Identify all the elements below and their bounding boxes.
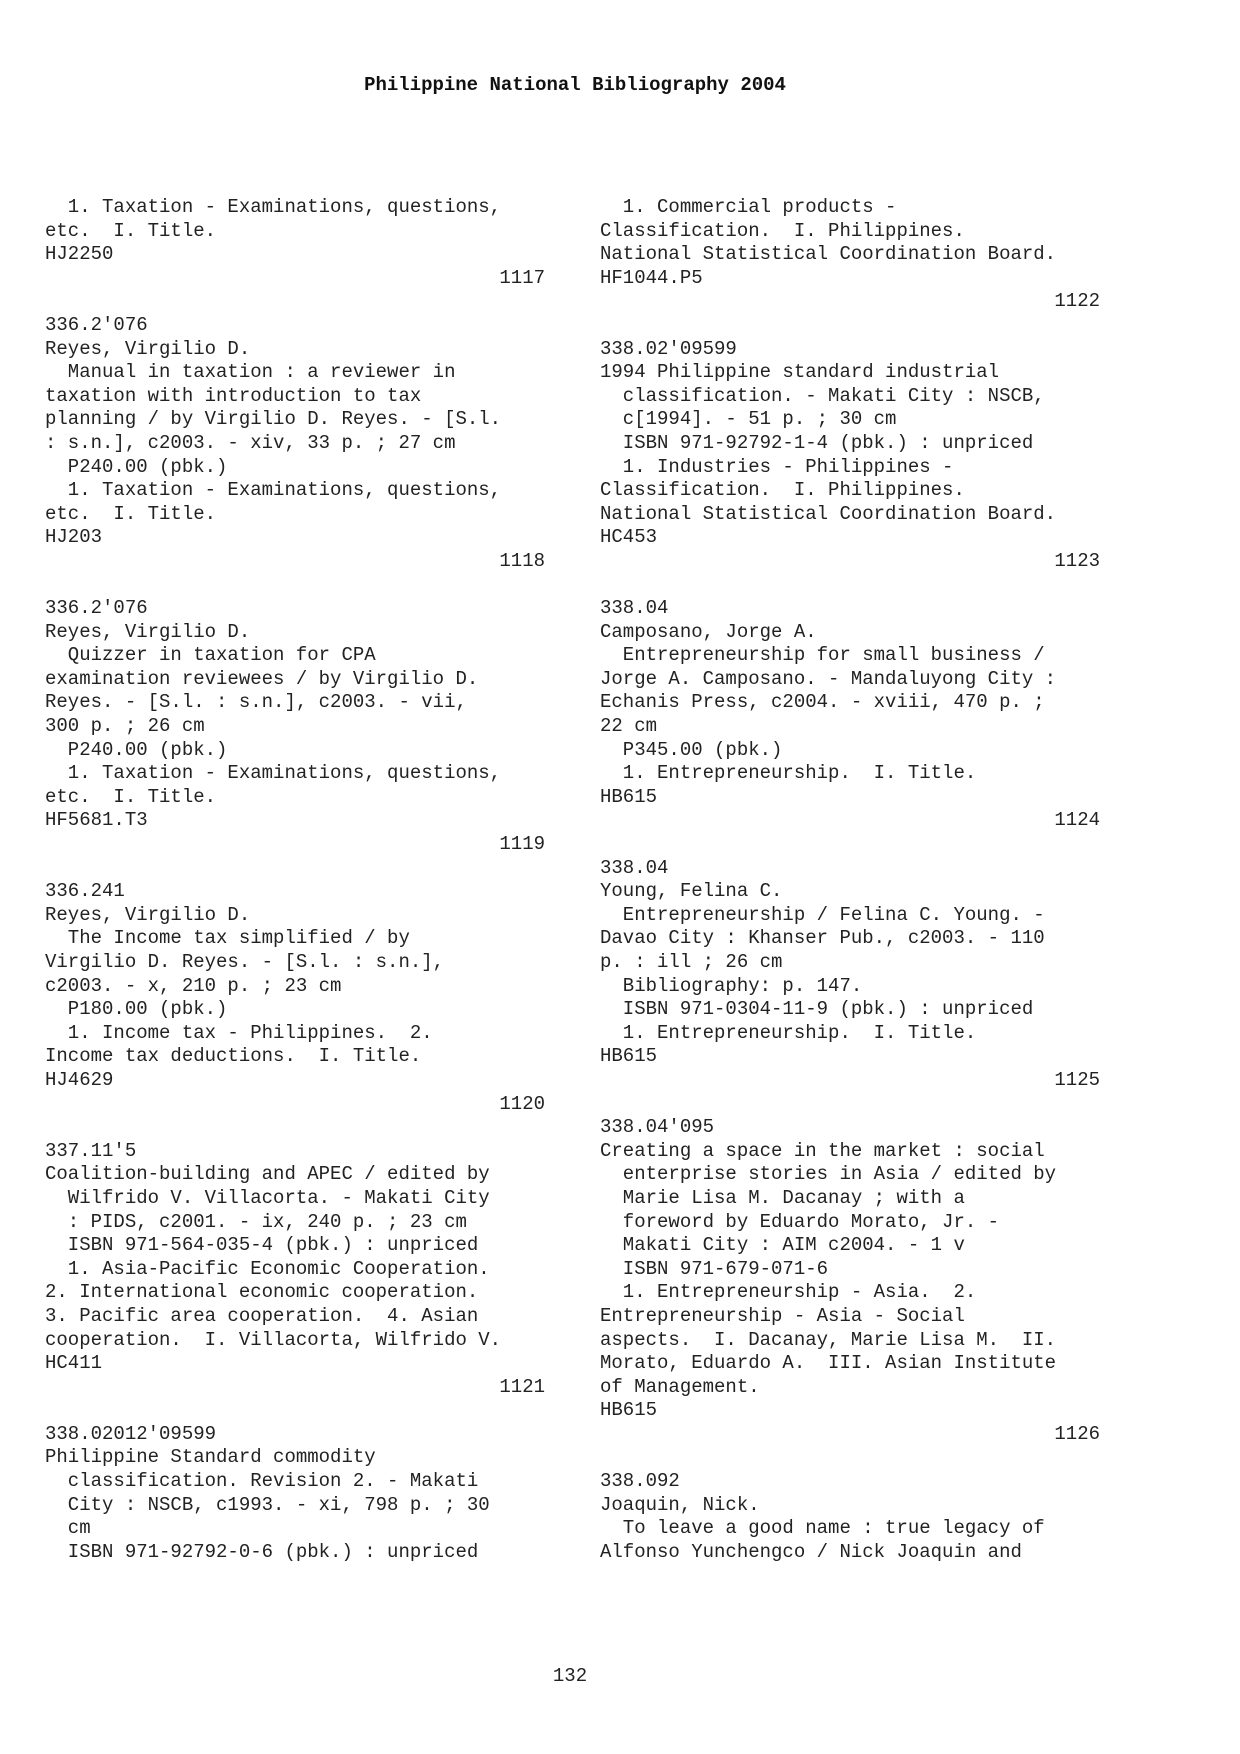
entry-line: HB615: [600, 785, 658, 808]
entry-line: : PIDS, c2001. - ix, 240 p. ; 23 cm: [45, 1210, 467, 1233]
entry-line: c[1994]. - 51 p. ; 30 cm: [600, 408, 897, 431]
entry-line: HC411: [45, 1352, 103, 1375]
entry-line: 338.04: [600, 856, 669, 879]
entry-line: 1. Entrepreneurship - Asia. 2.: [600, 1281, 977, 1304]
entry-line: 338.02012'09599: [45, 1422, 217, 1445]
entry-line: classification. - Makati City : NSCB,: [600, 384, 1045, 407]
entry-line: 1. Taxation - Examinations, questions,: [45, 762, 502, 785]
entry-line: 22 cm: [600, 715, 658, 738]
entry-line: Reyes, Virgilio D.: [45, 337, 251, 360]
entry-line: Jorge A. Camposano. - Mandaluyong City :: [600, 667, 1057, 690]
entry-line: planning / by Virgilio D. Reyes. - [S.l.: [45, 408, 502, 431]
entry-line: of Management.: [600, 1375, 760, 1398]
entry-line: ISBN 971-679-071-6: [600, 1257, 829, 1280]
entry-line: 1. Commercial products -: [600, 196, 897, 218]
entry-line: City : NSCB, c1993. - xi, 798 p. ; 30: [45, 1493, 490, 1516]
entry-line: Echanis Press, c2004. - xviii, 470 p. ;: [600, 691, 1045, 714]
entry-number: 1119: [499, 833, 545, 856]
entry-line: 1994 Philippine standard industrial: [600, 361, 1000, 384]
entry-line: HB615: [600, 1045, 658, 1068]
entry-line: ISBN 971-92792-1-4 (pbk.) : unpriced: [600, 431, 1034, 454]
entry-line: 1. Taxation - Examinations, questions,: [45, 479, 502, 502]
entry-line: p. : ill ; 26 cm: [600, 951, 783, 973]
entry-line: Alfonso Yunchengco / Nick Joaquin and: [600, 1540, 1022, 1563]
entry-number: 1118: [499, 549, 545, 572]
entry-line: aspects. I. Dacanay, Marie Lisa M. II.: [600, 1328, 1057, 1351]
bibliography-entry: [600, 196, 1100, 314]
entry-line: ISBN 971-0304-11-9 (pbk.) : unpriced: [600, 998, 1034, 1021]
bibliography-entry: [600, 857, 1100, 1093]
entry-line: : s.n.], c2003. - xiv, 33 p. ; 27 cm: [45, 431, 456, 454]
entry-line: 337.11'5: [45, 1139, 137, 1162]
entry-line: Manual in taxation : a reviewer in: [45, 361, 456, 384]
bibliography-entry: [45, 880, 545, 1116]
entry-line: To leave a good name : true legacy of: [600, 1517, 1045, 1540]
entry-number: 1117: [499, 266, 545, 289]
entry-line: 1. Industries - Philippines -: [600, 455, 954, 478]
entry-number: 1126: [1054, 1422, 1100, 1445]
entry-line: HJ4629: [45, 1068, 114, 1091]
entry-line: etc. I. Title.: [45, 502, 217, 525]
entry-line: Marie Lisa M. Dacanay ; with a: [600, 1186, 965, 1209]
entry-line: Davao City : Khanser Pub., c2003. - 110: [600, 927, 1045, 950]
entry-line: Entrepreneurship / Felina C. Young. -: [600, 903, 1045, 926]
entry-line: etc. I. Title.: [45, 785, 217, 808]
page-title: Philippine National Bibliography 2004: [364, 74, 786, 96]
bibliography-entry: [45, 597, 545, 857]
entry-line: Entrepreneurship - Asia - Social: [600, 1304, 965, 1327]
entry-number: 1120: [499, 1092, 545, 1115]
entry-line: taxation with introduction to tax: [45, 384, 422, 407]
bibliography-entry: [600, 1116, 1100, 1446]
entry-line: P345.00 (pbk.): [600, 738, 783, 761]
entry-line: Wilfrido V. Villacorta. - Makati City: [45, 1186, 490, 1209]
right-column: [600, 196, 1100, 1588]
entry-line: P180.00 (pbk.): [45, 998, 228, 1021]
entry-line: Reyes. - [S.l. : s.n.], c2003. - vii,: [45, 691, 467, 714]
entry-line: Income tax deductions. I. Title.: [45, 1045, 422, 1068]
entry-line: enterprise stories in Asia / edited by: [600, 1163, 1057, 1186]
entry-number: 1123: [1054, 549, 1100, 572]
bibliography-entry: [45, 1140, 545, 1400]
entry-line: Bibliography: p. 147.: [600, 974, 863, 997]
entry-line: HF1044.P5: [600, 266, 703, 289]
bibliography-entry: [600, 338, 1100, 574]
entry-line: 1. Income tax - Philippines. 2.: [45, 1021, 433, 1044]
entry-line: foreword by Eduardo Morato, Jr. -: [600, 1210, 1000, 1233]
entry-line: P240.00 (pbk.): [45, 455, 228, 478]
entry-line: 336.2'076: [45, 313, 148, 336]
entry-line: Young, Felina C.: [600, 880, 783, 903]
entry-line: National Statistical Coordination Board.: [600, 502, 1057, 525]
entry-line: Coalition-building and APEC / edited by: [45, 1163, 490, 1186]
entry-line: Classification. I. Philippines.: [600, 219, 965, 242]
entry-line: 1. Entrepreneurship. I. Title.: [600, 762, 977, 785]
entry-line: 338.04'095: [600, 1116, 715, 1139]
entry-line: The Income tax simplified / by: [45, 927, 410, 950]
entry-line: 300 p. ; 26 cm: [45, 715, 205, 738]
bibliography-entry: [600, 1470, 1100, 1564]
entry-line: c2003. - x, 210 p. ; 23 cm: [45, 974, 342, 997]
entry-line: Philippine Standard commodity: [45, 1446, 376, 1469]
entry-line: cooperation. I. Villacorta, Wilfrido V.: [45, 1328, 502, 1351]
entry-line: 336.241: [45, 880, 125, 903]
entry-line: 1. Taxation - Examinations, questions,: [45, 196, 502, 218]
bibliography-entry: [45, 196, 545, 290]
entry-line: Reyes, Virgilio D.: [45, 903, 251, 926]
entry-line: 1. Entrepreneurship. I. Title.: [600, 1021, 977, 1044]
entry-line: Virgilio D. Reyes. - [S.l. : s.n.],: [45, 951, 445, 973]
left-column: [45, 196, 545, 1588]
page-number: 132: [552, 1665, 588, 1687]
bibliography-entry: [45, 1423, 545, 1565]
entry-line: 3. Pacific area cooperation. 4. Asian: [45, 1304, 479, 1327]
entry-line: HB615: [600, 1399, 658, 1422]
entry-line: ISBN 971-564-035-4 (pbk.) : unpriced: [45, 1234, 479, 1257]
entry-line: Joaquin, Nick.: [600, 1493, 760, 1516]
entry-line: HF5681.T3: [45, 809, 148, 832]
entry-line: HJ203: [45, 526, 103, 549]
entry-line: Classification. I. Philippines.: [600, 479, 965, 502]
entry-line: Morato, Eduardo A. III. Asian Institute: [600, 1352, 1057, 1375]
entry-line: 336.2'076: [45, 597, 148, 620]
entry-line: examination reviewees / by Virgilio D.: [45, 667, 479, 690]
entry-line: ISBN 971-92792-0-6 (pbk.) : unpriced: [45, 1540, 479, 1563]
entry-line: National Statistical Coordination Board.: [600, 243, 1057, 266]
entry-line: Reyes, Virgilio D.: [45, 620, 251, 643]
entry-line: 2. International economic cooperation.: [45, 1281, 479, 1304]
entry-number: 1125: [1054, 1068, 1100, 1091]
entry-line: 338.02'09599: [600, 337, 737, 360]
entry-line: HJ2250: [45, 243, 114, 266]
entry-line: 1. Asia-Pacific Economic Cooperation.: [45, 1257, 490, 1280]
entry-line: P240.00 (pbk.): [45, 738, 228, 761]
entry-line: Camposano, Jorge A.: [600, 620, 817, 643]
entry-line: 338.04: [600, 597, 669, 620]
bibliography-entry: [600, 597, 1100, 833]
entry-number: 1121: [499, 1375, 545, 1398]
entry-number: 1124: [1054, 809, 1100, 832]
entry-line: Entrepreneurship for small business /: [600, 644, 1045, 667]
entry-line: etc. I. Title.: [45, 219, 217, 242]
entry-number: 1122: [1054, 290, 1100, 313]
entry-line: cm: [45, 1517, 91, 1540]
entry-line: Creating a space in the market : social: [600, 1139, 1045, 1162]
bibliography-entry: [45, 314, 545, 574]
entry-line: HC453: [600, 526, 658, 549]
entry-line: Quizzer in taxation for CPA: [45, 644, 376, 667]
entry-line: classification. Revision 2. - Makati: [45, 1470, 479, 1493]
entry-line: Makati City : AIM c2004. - 1 v: [600, 1234, 965, 1257]
entry-line: 338.092: [600, 1470, 680, 1493]
